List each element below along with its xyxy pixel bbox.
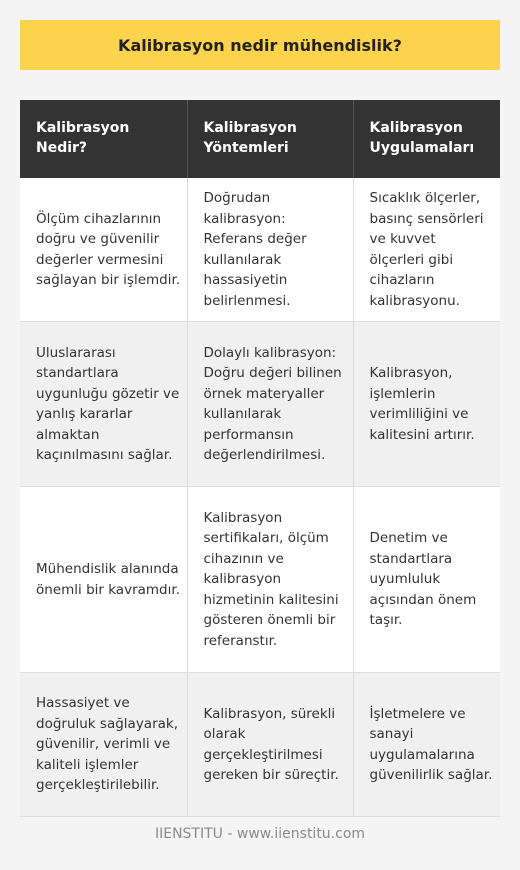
table-cell: Kalibrasyon sertifikaları, ölçüm cihazının ve kalibrasyon hizmetinin kalitesini gösteren önemli bir referanstır. <box>187 487 353 673</box>
table-cell: Ölçüm cihazlarının doğru ve güvenilir değerler vermesini sağlayan bir işlemdir. <box>20 178 187 322</box>
page-title: Kalibrasyon nedir mühendislik? <box>20 20 500 70</box>
table-cell: Doğrudan kalibrasyon: Referans değer kullanılarak hassasiyetin belirlenmesi. <box>187 178 353 322</box>
table-cell: Kalibrasyon, işlemlerin verimliliğini ve kalitesini artırır. <box>353 322 500 487</box>
table-cell: Sıcaklık ölçerler, basınç sensörleri ve kuvvet ölçerleri gibi cihazların kalibrasyonu. <box>353 178 500 322</box>
table-cell: İşletmelere ve sanayi uygulamalarına güvenilirlik sağlar. <box>353 673 500 817</box>
table-row <box>20 322 500 487</box>
column-header: Kalibrasyon Nedir? <box>20 100 187 178</box>
column-header: Kalibrasyon Yöntemleri <box>187 100 353 178</box>
table-row <box>20 178 500 322</box>
table-row <box>20 487 500 673</box>
table-cell: Kalibrasyon, sürekli olarak gerçekleştirilmesi gereken bir süreçtir. <box>187 673 353 817</box>
footer-credit: IIENSTITU - www.iienstitu.com <box>154 826 366 842</box>
table-cell: Mühendislik alanında önemli bir kavramdır. <box>20 487 187 673</box>
table-header-row <box>20 100 500 178</box>
table-cell: Uluslararası standartlara uygunluğu gözetir ve yanlış kararlar almaktan kaçınılmasını sağlar. <box>20 322 187 487</box>
table-cell: Hassasiyet ve doğruluk sağlayarak, güvenilir, verimli ve kaliteli işlemler gerçekleştirilebilir. <box>20 673 187 817</box>
calibration-table <box>20 100 500 817</box>
table-row <box>20 673 500 817</box>
table-cell: Denetim ve standartlara uyumluluk açısından önem taşır. <box>353 487 500 673</box>
column-header: Kalibrasyon Uygulamaları <box>353 100 500 178</box>
table-cell: Dolaylı kalibrasyon: Doğru değeri bilinen örnek materyaller kullanılarak performansın değerlendirilmesi. <box>187 322 353 487</box>
